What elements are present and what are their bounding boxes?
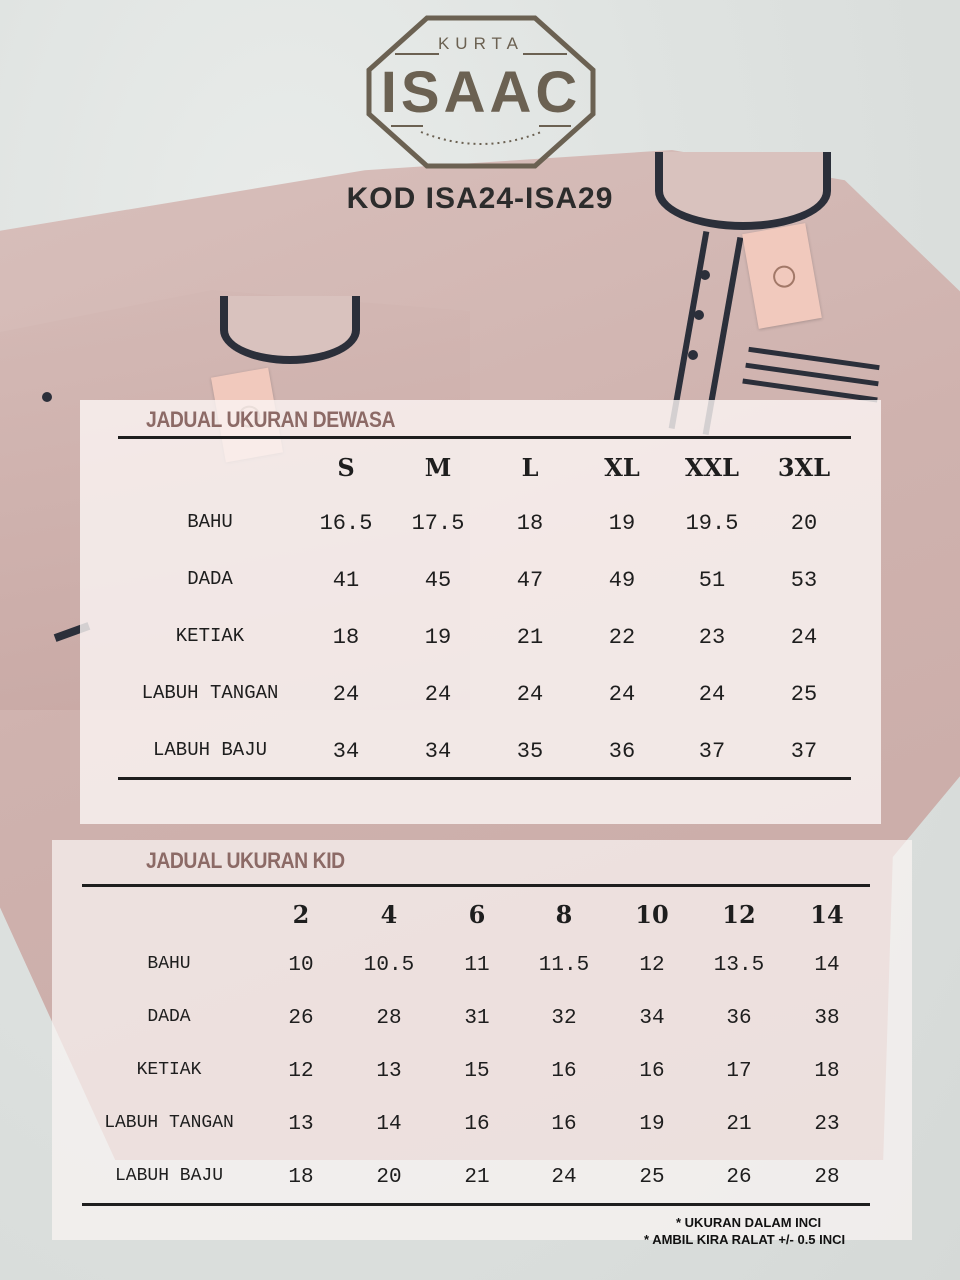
measurement-cell: 16 — [551, 1113, 577, 1136]
size-header: 2 — [292, 900, 310, 929]
measurement-cell: 36 — [726, 1007, 752, 1030]
measurement-cell: 53 — [790, 568, 818, 593]
cuff-button — [42, 392, 52, 402]
measurement-cell: 17.5 — [411, 511, 465, 536]
measurement-cell: 19.5 — [685, 511, 739, 536]
measurement-cell: 24 — [551, 1166, 577, 1189]
measurement-cell: 20 — [790, 511, 818, 536]
note-unit: * UKURAN DALAM INCI — [676, 1215, 822, 1230]
measurement-cell: 24 — [790, 625, 818, 650]
row-label: LABUH BAJU — [152, 739, 268, 761]
measurement-cell: 51 — [698, 568, 726, 593]
size-header: XL — [604, 453, 640, 482]
size-header: XXL — [684, 453, 740, 482]
measurement-cell: 16 — [464, 1113, 490, 1136]
row-label: LABUH TANGAN — [141, 682, 279, 704]
measurement-cell: 32 — [551, 1007, 577, 1030]
measurement-cell: 28 — [376, 1007, 402, 1030]
tag-logo-icon — [771, 264, 796, 289]
measurement-cell: 25 — [639, 1166, 665, 1189]
measurement-cell: 10.5 — [363, 954, 415, 977]
logo-brand-name: ISAAC — [380, 60, 582, 125]
measurement-cell: 18 — [516, 511, 544, 536]
measurement-cell: 34 — [639, 1007, 665, 1030]
measurement-cell: 24 — [516, 682, 544, 707]
measurement-cell: 13 — [288, 1113, 314, 1136]
measurement-cell: 37 — [790, 739, 818, 764]
measurement-cell: 16 — [639, 1060, 665, 1083]
measurement-cell: 22 — [608, 625, 636, 650]
measurement-cell: 12 — [639, 954, 665, 977]
measurement-cell: 34 — [424, 739, 452, 764]
size-header: S — [337, 453, 355, 482]
measurement-cell: 16.5 — [319, 511, 373, 536]
adult-table-title: JADUAL UKURAN DEWASA — [146, 407, 395, 432]
measurement-cell: 13 — [376, 1060, 402, 1083]
measurement-cell: 16 — [551, 1060, 577, 1083]
measurement-cell: 49 — [608, 568, 636, 593]
measurement-cell: 35 — [516, 739, 544, 764]
measurement-cell: 19 — [608, 511, 636, 536]
measurement-cell: 12 — [288, 1060, 314, 1083]
measurement-cell: 17 — [726, 1060, 752, 1083]
measurement-cell: 36 — [608, 739, 636, 764]
row-label: BAHU — [147, 954, 191, 974]
note-tolerance: * AMBIL KIRA RALAT +/- 0.5 INCI — [644, 1232, 846, 1247]
measurement-cell: 31 — [464, 1007, 490, 1030]
shirt-button — [694, 310, 704, 320]
size-header: 10 — [635, 900, 669, 929]
measurement-cell: 23 — [698, 625, 726, 650]
measurement-cell: 20 — [376, 1166, 402, 1189]
measurement-cell: 45 — [424, 568, 452, 593]
size-header: 8 — [555, 900, 573, 929]
logo-kurta-text: KURTA — [437, 34, 525, 53]
row-label: LABUH BAJU — [114, 1166, 224, 1186]
measurement-cell: 37 — [698, 739, 726, 764]
measurement-cell: 13.5 — [713, 954, 765, 977]
measurement-cell: 19 — [639, 1113, 665, 1136]
measurement-cell: 26 — [288, 1007, 314, 1030]
adult-table-top-rule — [118, 436, 851, 439]
measurement-cell: 38 — [814, 1007, 840, 1030]
size-header: 3XL — [777, 453, 831, 482]
measurement-cell: 34 — [332, 739, 360, 764]
kid-collar — [220, 296, 360, 364]
brand-logo — [365, 14, 597, 170]
kid-table-bottom-rule — [82, 1203, 870, 1206]
size-header: 6 — [468, 900, 486, 929]
measurement-cell: 10 — [288, 954, 314, 977]
shirt-button — [700, 270, 710, 280]
size-header: 4 — [380, 900, 398, 929]
size-header: L — [521, 453, 539, 482]
measurement-cell: 15 — [464, 1060, 490, 1083]
measurement-cell: 21 — [516, 625, 544, 650]
size-header: 14 — [810, 900, 844, 929]
kid-table-top-rule — [82, 884, 870, 887]
measurement-cell: 23 — [814, 1113, 840, 1136]
row-label: DADA — [147, 1007, 191, 1027]
product-code: KOD ISA24-ISA29 — [346, 182, 614, 215]
measurement-cell: 24 — [608, 682, 636, 707]
measurement-cell: 24 — [332, 682, 360, 707]
row-label: KETIAK — [175, 625, 245, 647]
measurement-cell: 24 — [698, 682, 726, 707]
size-header: M — [424, 453, 452, 482]
shirt-button — [688, 350, 698, 360]
measurement-cell: 28 — [814, 1166, 840, 1189]
measurement-cell: 11.5 — [538, 954, 590, 977]
measurement-cell: 21 — [726, 1113, 752, 1136]
measurement-cell: 11 — [464, 954, 490, 977]
measurement-cell: 47 — [516, 568, 544, 593]
measurement-cell: 41 — [332, 568, 360, 593]
size-header: 12 — [722, 900, 756, 929]
measurement-cell: 25 — [790, 682, 818, 707]
measurement-cell: 21 — [464, 1166, 490, 1189]
measurement-cell: 14 — [376, 1113, 402, 1136]
row-label: KETIAK — [136, 1060, 202, 1080]
row-label: DADA — [187, 568, 233, 590]
measurement-cell: 18 — [288, 1166, 314, 1189]
measurement-cell: 18 — [332, 625, 360, 650]
measurement-cell: 24 — [424, 682, 452, 707]
row-label: BAHU — [187, 511, 233, 533]
measurement-cell: 18 — [814, 1060, 840, 1083]
measurement-cell: 26 — [726, 1166, 752, 1189]
kid-table-title: JADUAL UKURAN KID — [146, 848, 345, 873]
row-label: LABUH TANGAN — [104, 1113, 234, 1133]
measurement-cell: 14 — [814, 954, 840, 977]
measurement-cell: 19 — [424, 625, 452, 650]
adult-table-bottom-rule — [118, 777, 851, 780]
